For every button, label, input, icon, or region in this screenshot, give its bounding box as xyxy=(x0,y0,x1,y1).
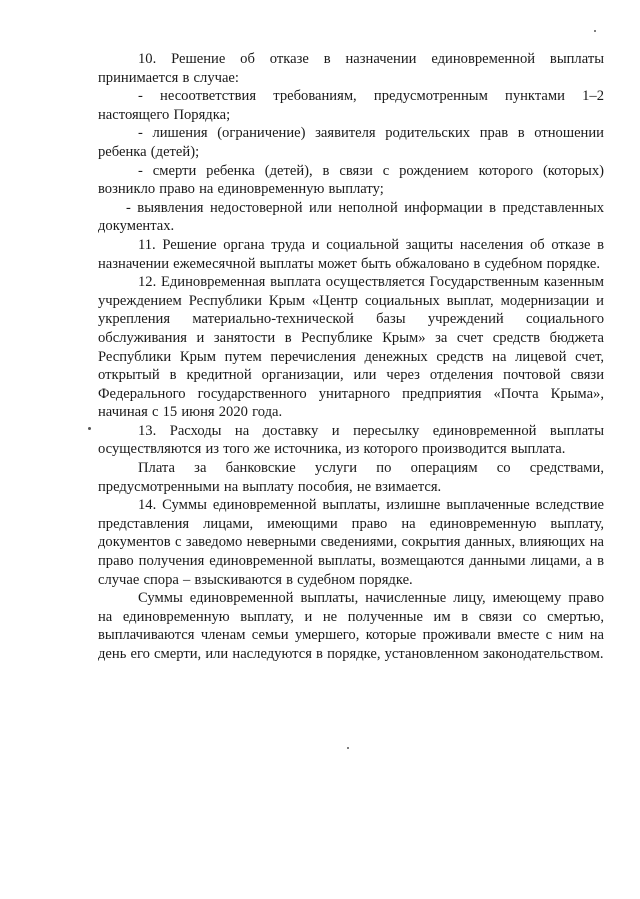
paragraph-14-inheritance: Суммы единовременной выплаты, начисленные лицу, имеющему право на единовременную выплату, и не полученные им в связи со смертью, выплачиваются членам семьи умершего, которые проживали вместе с ним на день его смерти, или наследуются в порядке, установленном законодательством. xyxy=(98,590,604,662)
scan-speck xyxy=(347,747,349,749)
scan-speck xyxy=(88,427,91,430)
scan-speck xyxy=(594,30,596,32)
paragraph-12: 12. Единовременная выплата осуществляется Государственным казенным учреждением Республики Крым «Центр социальных выплат, модернизации и укрепления материально-технической базы учреждений социального обслуживания и занятости в Республике Крым» за счет средств бюджета Республики Крым путем перечисления денежных средств на лицевой счет, открытый в кредитной организации, или через отделения почтовой связи Федерального государственного унитарного предприятия «Почта Крыма», начиная с 15 июня 2020 года. xyxy=(98,274,604,421)
bullet-false-info: - выявления недостоверной или неполной информации в представленных документах. xyxy=(98,199,604,235)
paragraph-13: 13. Расходы на доставку и пересылку единовременной выплаты осуществляются из того же источника, из которого производится выплата. xyxy=(98,422,604,458)
bullet-deprivation: - лишения (ограничение) заявителя родительских прав в отношении ребенка (детей); xyxy=(98,125,604,160)
bullet-nonconformity: - несоответствия требованиям, предусмотренным пунктами 1–2 настоящего Порядка; xyxy=(98,88,604,123)
paragraph-11: 11. Решение органа труда и социальной защиты населения об отказе в назначении ежемесячной выплаты может быть обжаловано в судебном порядке. xyxy=(98,236,604,272)
paragraph-13-fees: Плата за банковские услуги по операциям со средствами, предусмотренными на выплату пособия, не взимается. xyxy=(98,460,604,495)
bullet-death: - смерти ребенка (детей), в связи с рождением которого (которых) возникло право на единовременную выплату; xyxy=(98,162,604,198)
paragraph-10: 10. Решение об отказе в назначении единовременной выплаты принимается в случае: xyxy=(98,51,604,86)
paragraph-14: 14. Суммы единовременной выплаты, излишне выплаченные вследствие представления лицами, имеющими право на единовременную выплату, документов с заведомо неверными сведениями, сокрытия данных, влияющих на право получения единовременной выплаты, возмещаются данными лицами, а в случае спора – взыскиваются в судебном порядке. xyxy=(98,497,604,588)
